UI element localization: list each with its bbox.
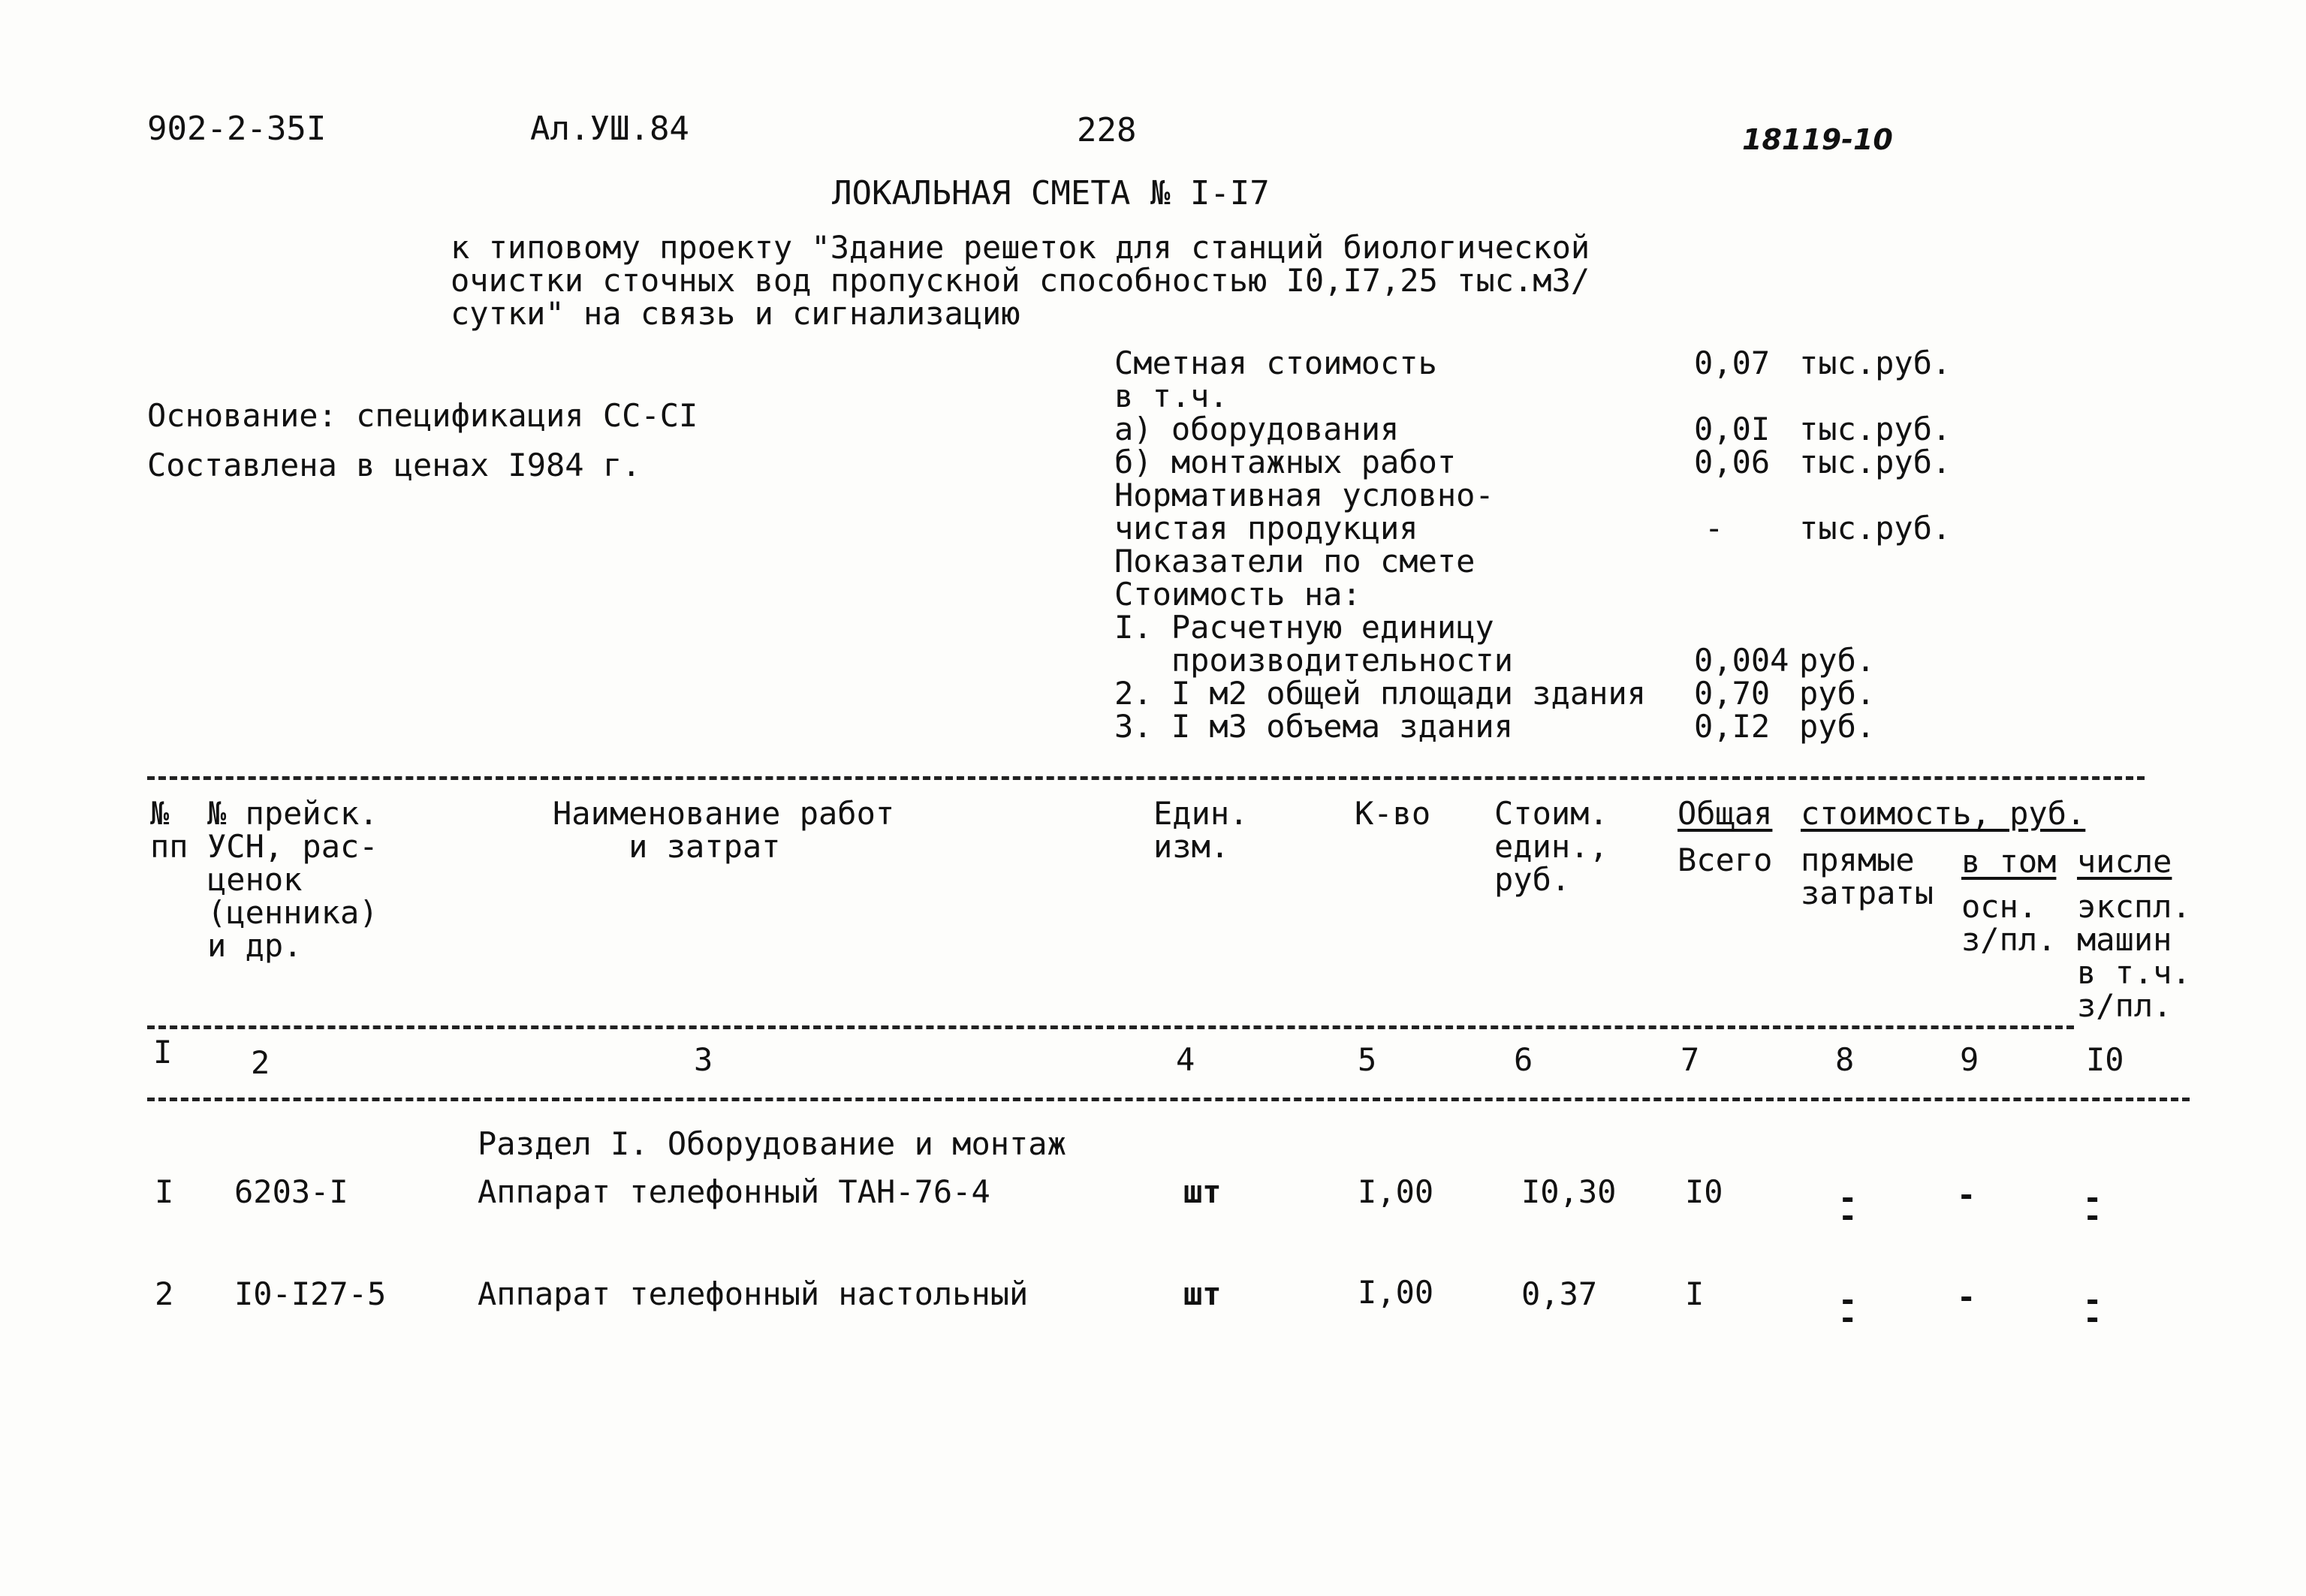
col-header-including-b: числе [2077,843,2172,880]
col-header-unit: Един. изм. [1153,795,1249,865]
row-unit-price: I0,30 [1521,1173,1617,1210]
document-title: ЛОКАЛЬНАЯ СМЕТА № I-I7 [832,174,1270,212]
row-machine-costs: - - [2083,1179,2103,1234]
summary-unit: тыс.руб. [1799,510,1952,547]
col-header-including-a: в том [1961,843,2057,880]
summary-unit: руб. [1799,642,1876,679]
summary-label: Стоимость на: [1114,576,1361,613]
col-number: 8 [1835,1041,1855,1078]
col-number: I [153,1034,173,1071]
col-header-machine-wages: в т.ч. з/пл. [2077,954,2191,1024]
summary-value: 0,07 [1694,345,1771,381]
page-number: 228 [1077,111,1137,149]
row-quantity: I,00 [1358,1173,1434,1210]
row-base-wages: - [1957,1176,1976,1213]
row-quantity: I,00 [1358,1274,1434,1311]
col-number: 7 [1681,1041,1700,1078]
col-number: 2 [251,1044,270,1081]
archive-stamp: 18119-10 [1742,123,1893,156]
summary-value: 0,I2 [1694,708,1771,745]
summary-unit: тыс.руб. [1799,444,1952,480]
col-number: 4 [1176,1041,1195,1078]
table-top-rule [147,776,2145,780]
section-heading: Раздел I. Оборудование и монтаж [478,1125,1066,1162]
col-header-name: Наименование работ и затрат [553,795,895,865]
row-total: I [1685,1275,1705,1312]
row-unit: шт [1183,1173,1222,1210]
col-number: I0 [2086,1041,2124,1078]
col-header-machine-operation: экспл. машин [2077,888,2191,958]
basis-text: Основание: спецификация СС-СI [147,397,698,434]
col-header-direct-costs: прямые затраты [1801,842,1934,911]
row-machine-costs: - - [2083,1281,2103,1336]
col-header-price-code: № прейск. УСН, рас- ценок (ценника) и др. [207,795,378,964]
subtitle-line-2: очистки сточных вод пропускной способностью I0,I7,25 тыс.м3/ [451,262,1590,299]
col-number: 5 [1358,1041,1377,1078]
header-bottom-rule [147,1025,2074,1029]
summary-label: I. Расчетную единицу [1114,609,1494,646]
row-direct-costs: - - [1838,1281,1858,1336]
row-unit: шт [1183,1275,1222,1312]
summary-value: 0,06 [1694,444,1771,480]
album-number: Ал.УШ.84 [530,110,689,148]
row-base-wages: - [1957,1278,1976,1315]
row-number: 2 [155,1275,174,1312]
row-price-code: 6203-I [234,1173,348,1210]
col-header-base-wages: осн. з/пл. [1961,888,2057,958]
summary-unit: тыс.руб. [1799,345,1952,381]
summary-label: Сметная стоимость [1114,345,1437,381]
summary-label: производительности [1114,642,1514,679]
subtitle-line-3: сутки" на связь и сигнализацию [451,295,1020,332]
summary-label: Показатели по смете [1114,543,1476,580]
summary-label: в т.ч. [1114,378,1228,414]
summary-label: а) оборудования [1114,411,1400,447]
summary-value: 0,004 [1694,642,1789,679]
summary-value: - [1705,510,1724,547]
col-header-total: Всего [1678,842,1773,878]
summary-value: 0,0I [1694,411,1771,447]
row-number: I [155,1173,174,1210]
col-header-number: № пп [150,795,188,865]
col-header-unit-cost: Стоим. един., руб. [1494,795,1608,898]
summary-unit: руб. [1799,675,1876,712]
col-number: 9 [1960,1041,1979,1078]
col-number: 6 [1514,1041,1533,1078]
document-code: 902-2-35I [147,110,327,148]
summary-label: чистая продукция [1114,510,1418,547]
col-number: 3 [694,1041,713,1078]
row-price-code: I0-I27-5 [234,1275,387,1312]
col-header-general-cost-a: Общая [1678,795,1773,832]
subtitle-line-1: к типовому проекту "Здание решеток для станций биологической [451,229,1590,266]
summary-value: 0,70 [1694,675,1771,712]
summary-label: 3. I м3 объема здания [1114,708,1514,745]
summary-unit: руб. [1799,708,1876,745]
row-name: Аппарат телефонный настольный [478,1275,1029,1312]
numbers-bottom-rule [147,1098,2190,1101]
summary-unit: тыс.руб. [1799,411,1952,447]
prices-text: Составлена в ценах I984 г. [147,447,641,483]
row-total: I0 [1685,1173,1723,1210]
summary-label: б) монтажных работ [1114,444,1457,480]
summary-label: Нормативная условно- [1114,477,1494,513]
row-direct-costs: - - [1838,1179,1858,1234]
summary-label: 2. I м2 общей площади здания [1114,675,1647,712]
col-header-quantity: К-во [1355,795,1431,832]
row-name: Аппарат телефонный ТАН-76-4 [478,1173,990,1210]
col-header-general-cost-b: стоимость, руб. [1801,795,2086,832]
row-unit-price: 0,37 [1521,1275,1598,1312]
